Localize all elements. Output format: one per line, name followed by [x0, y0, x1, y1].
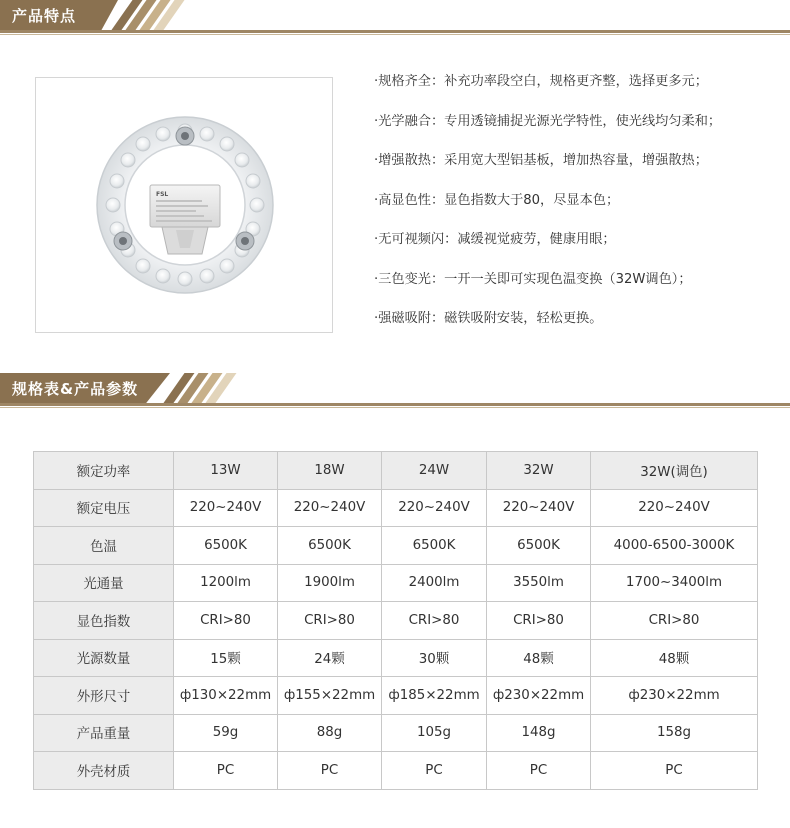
- table-cell: 4000-6500-3000K: [591, 527, 758, 565]
- row-label: 外形尺寸: [34, 677, 174, 715]
- row-label: 产品重量: [34, 714, 174, 752]
- header-cell: 32W: [487, 452, 591, 490]
- table-cell: 220~240V: [487, 489, 591, 527]
- feature-name: ·增强散热: [374, 153, 431, 168]
- table-cell: 88g: [278, 714, 382, 752]
- feature-list: [374, 70, 784, 347]
- row-label: 光源数量: [34, 639, 174, 677]
- colon-separator: ：: [430, 271, 445, 287]
- feature-desc: 专用透镜捕捉光源光学特性，使光线均匀柔和；: [444, 113, 722, 129]
- table-row: [34, 639, 758, 677]
- table-cell: 158g: [591, 714, 758, 752]
- table-cell: 15颗: [174, 639, 278, 677]
- table-cell: CRI>80: [487, 602, 591, 640]
- feature-desc: 磁铁吸附安装，轻松更换。: [444, 311, 603, 326]
- header-cell: 13W: [174, 452, 278, 490]
- table-cell: 2400lm: [382, 564, 487, 602]
- row-label: 外壳材质: [34, 752, 174, 790]
- feature-desc: 采用宽大型铝基板，增加热容量，增强散热；: [444, 153, 708, 168]
- table-cell: PC: [174, 752, 278, 790]
- table-row: [34, 527, 758, 565]
- header-rule: [0, 30, 790, 33]
- feature-item: [374, 70, 784, 110]
- feature-item: [374, 149, 784, 189]
- table-cell: 48颗: [591, 639, 758, 677]
- feature-desc: 一开一关即可实现色温变换（32W调色）；: [444, 271, 692, 287]
- table-cell: CRI>80: [591, 602, 758, 640]
- table-cell: PC: [278, 752, 382, 790]
- row-label: 色温: [34, 527, 174, 565]
- colon-separator: ：: [430, 311, 445, 326]
- table-cell: 6500K: [382, 527, 487, 565]
- colon-separator: ：: [444, 232, 458, 247]
- header-rule-thin: [0, 407, 790, 408]
- table-row: [34, 714, 758, 752]
- feature-desc: 补充功率段空白，规格更齐整，选择更多元；: [444, 74, 708, 89]
- led-ring-module-illustration: [36, 78, 332, 332]
- colon-separator: ：: [430, 74, 445, 89]
- table-cell: 24颗: [278, 639, 382, 677]
- feature-item: [374, 110, 784, 150]
- table-cell: 6500K: [487, 527, 591, 565]
- feature-name: ·高显色性: [374, 192, 431, 208]
- colon-separator: ：: [430, 153, 445, 168]
- table-header-row: [34, 452, 758, 490]
- table-cell: CRI>80: [174, 602, 278, 640]
- table-cell: 148g: [487, 714, 591, 752]
- feature-name: ·无可视频闪: [374, 232, 445, 247]
- feature-desc: 显色指数大于80，尽显本色；: [444, 192, 620, 208]
- table-cell: PC: [487, 752, 591, 790]
- section-header-specs: [0, 373, 790, 413]
- table-row: [34, 752, 758, 790]
- feature-name: ·规格齐全: [374, 74, 431, 89]
- table-row: [34, 564, 758, 602]
- feature-desc: 减缓视觉疲劳，健康用眼；: [457, 232, 616, 247]
- table-cell: CRI>80: [382, 602, 487, 640]
- table-cell: ф230×22mm: [487, 677, 591, 715]
- header-cell: 额定功率: [34, 452, 174, 490]
- header-cell: 24W: [382, 452, 487, 490]
- table-cell: 105g: [382, 714, 487, 752]
- table-cell: 220~240V: [174, 489, 278, 527]
- feature-name: ·光学融合: [374, 113, 431, 129]
- table-cell: ф155×22mm: [278, 677, 382, 715]
- table-cell: 1200lm: [174, 564, 278, 602]
- table-cell: PC: [382, 752, 487, 790]
- table-cell: 220~240V: [591, 489, 758, 527]
- table-cell: 6500K: [278, 527, 382, 565]
- feature-item: [374, 307, 784, 347]
- feature-item: [374, 268, 784, 308]
- table-cell: 48颗: [487, 639, 591, 677]
- table-cell: ф230×22mm: [591, 677, 758, 715]
- table-cell: ф130×22mm: [174, 677, 278, 715]
- svg-text:FSL: FSL: [156, 191, 169, 198]
- colon-separator: ：: [430, 192, 445, 208]
- table-row: [34, 602, 758, 640]
- header-rule-thin: [0, 34, 790, 35]
- table-cell: 30颗: [382, 639, 487, 677]
- header-cell: 32W(调色): [591, 452, 758, 490]
- header-rule: [0, 403, 790, 406]
- colon-separator: ：: [430, 113, 445, 129]
- product-image: [35, 77, 333, 333]
- table-cell: 220~240V: [278, 489, 382, 527]
- table-cell: PC: [591, 752, 758, 790]
- table-cell: 3550lm: [487, 564, 591, 602]
- table-cell: 59g: [174, 714, 278, 752]
- table-row: [34, 677, 758, 715]
- spec-table: [33, 451, 758, 790]
- table-cell: CRI>80: [278, 602, 382, 640]
- table-cell: 6500K: [174, 527, 278, 565]
- feature-name: ·三色变光: [374, 271, 431, 287]
- table-cell: ф185×22mm: [382, 677, 487, 715]
- header-cell: 18W: [278, 452, 382, 490]
- feature-name: ·强磁吸附: [374, 311, 431, 326]
- section-title: 规格表&产品参数: [12, 380, 139, 398]
- row-label: 额定电压: [34, 489, 174, 527]
- table-cell: 220~240V: [382, 489, 487, 527]
- row-label: 光通量: [34, 564, 174, 602]
- feature-item: [374, 189, 784, 229]
- section-title: 产品特点: [12, 7, 77, 25]
- row-label: 显色指数: [34, 602, 174, 640]
- table-row: [34, 489, 758, 527]
- section-header-features: [0, 0, 790, 40]
- table-cell: 1700~3400lm: [591, 564, 758, 602]
- feature-item: [374, 228, 784, 268]
- table-cell: 1900lm: [278, 564, 382, 602]
